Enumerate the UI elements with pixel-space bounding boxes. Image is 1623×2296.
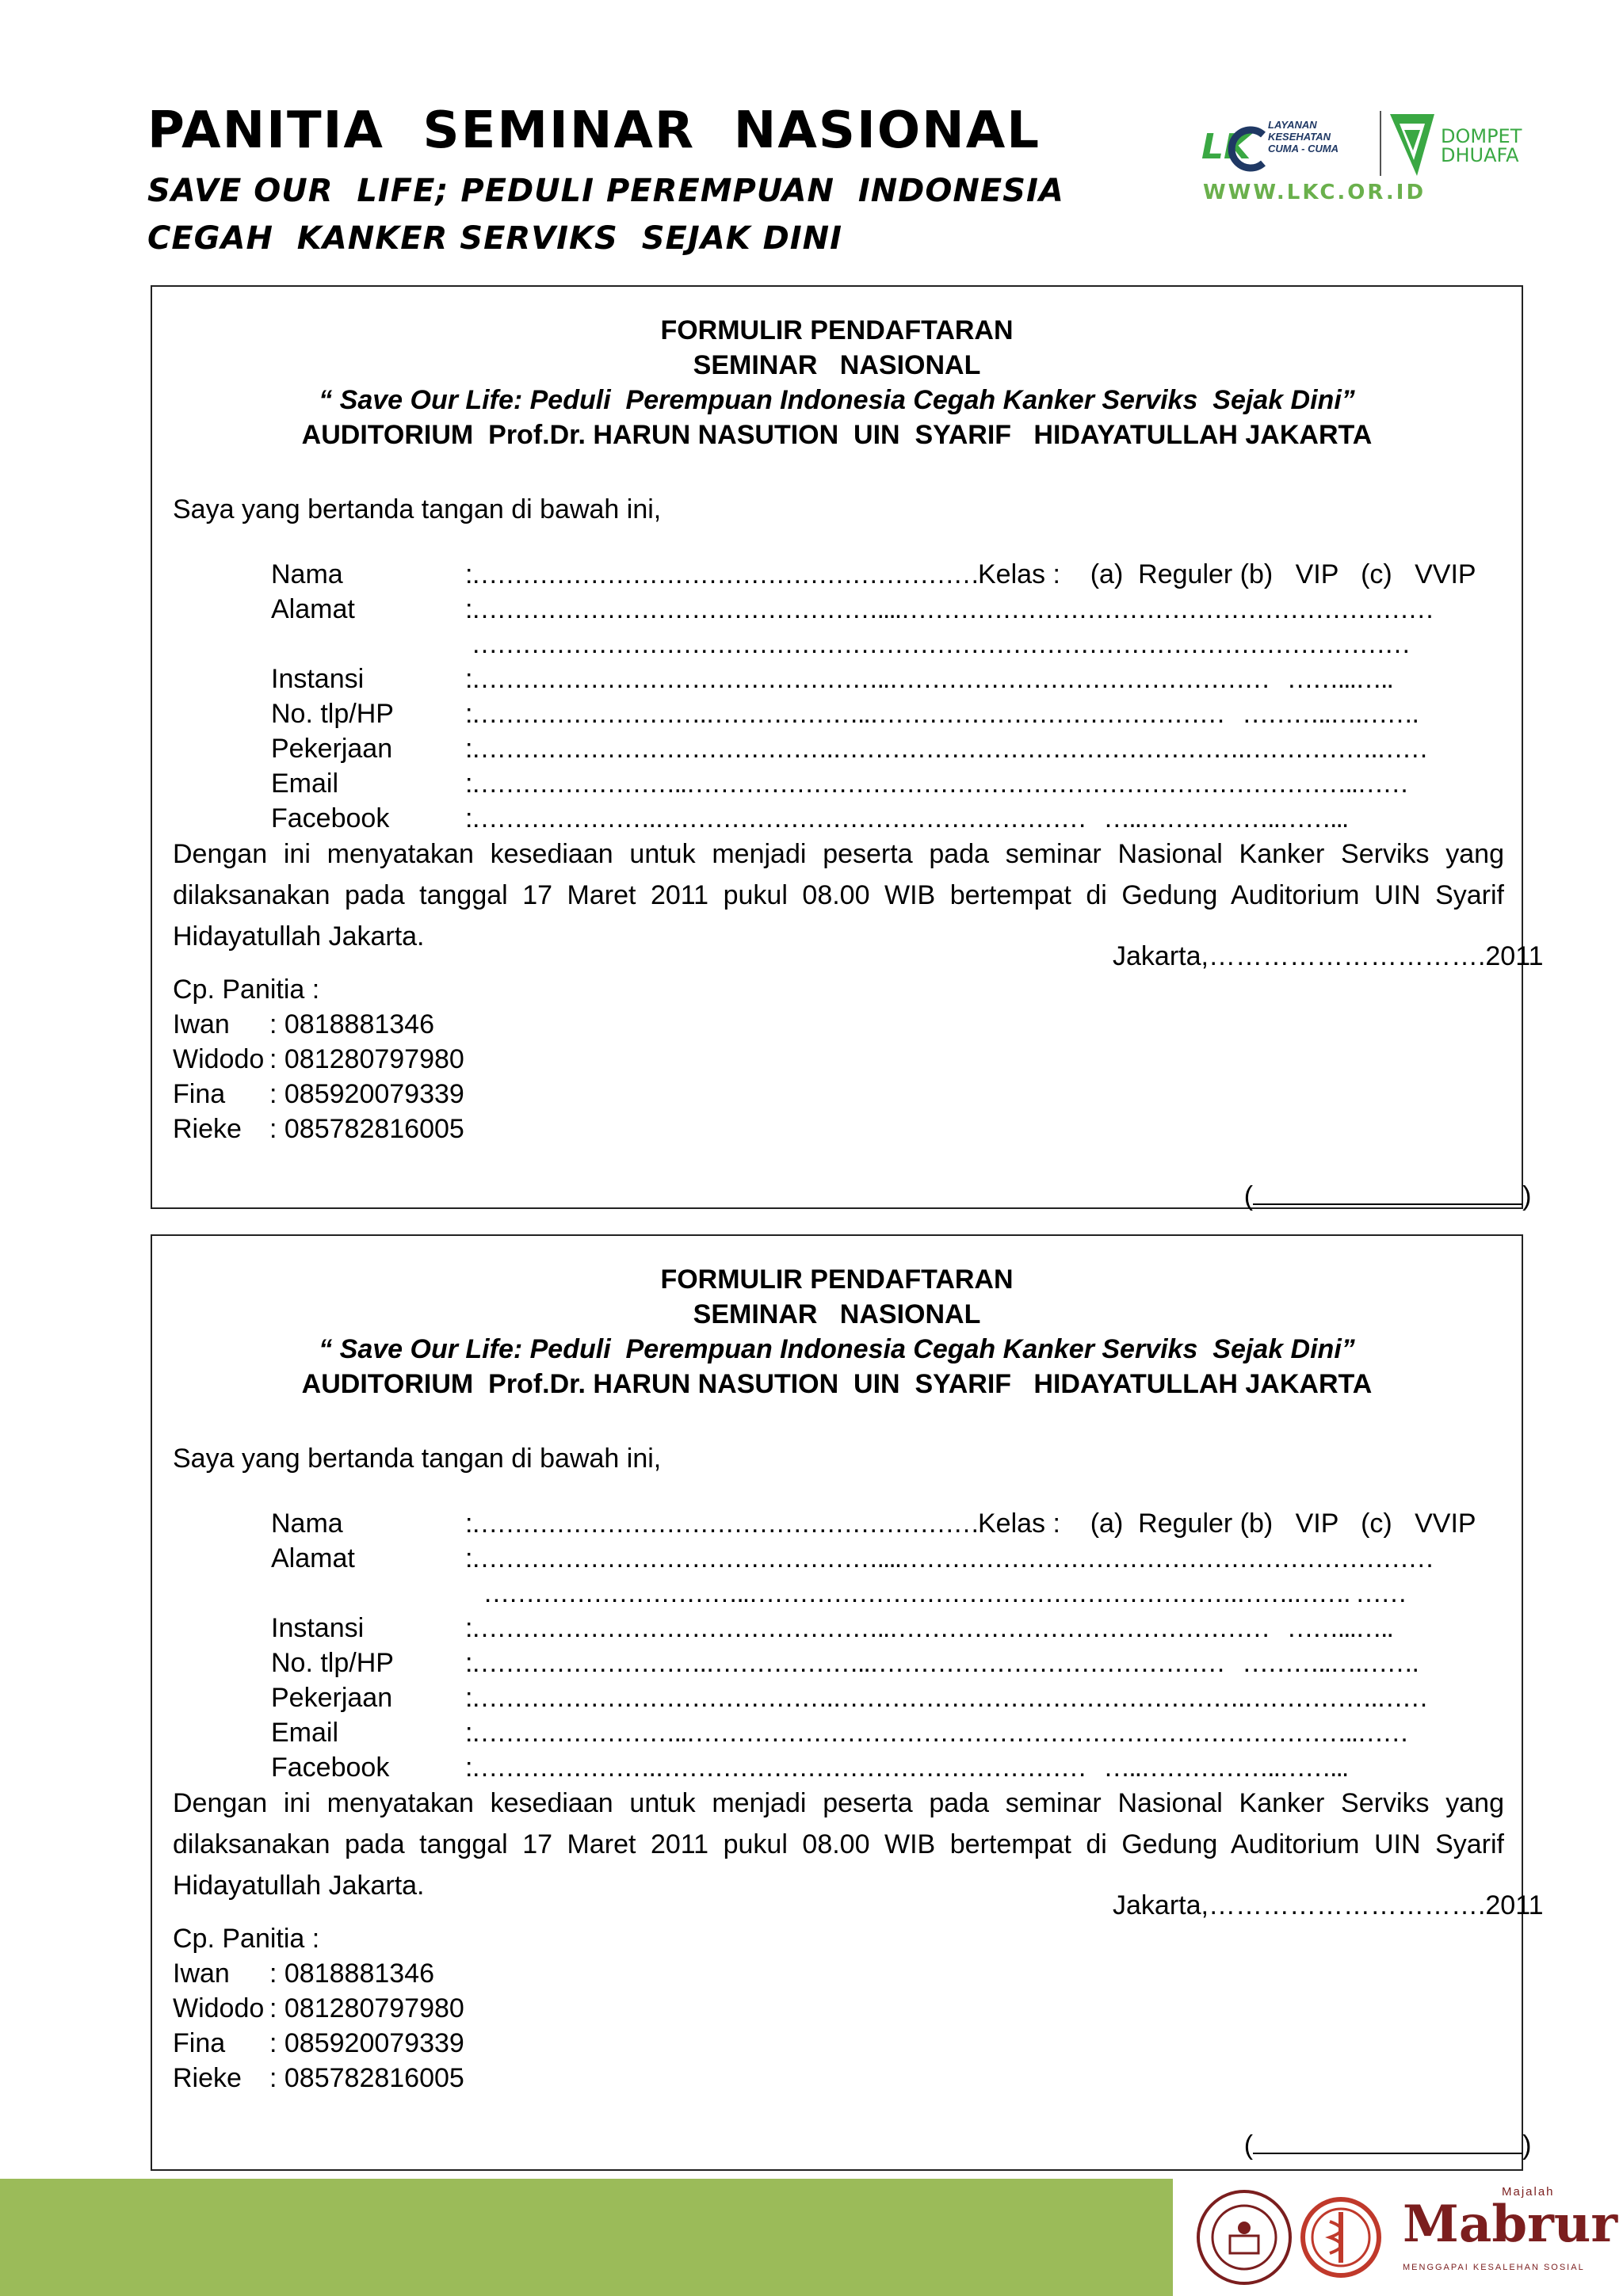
field-pekerjaan[interactable]: :…………………………………….………………………………………….…………….…… [465, 734, 1427, 764]
contact-phone: : 085920079339 [269, 2028, 464, 2058]
field-label-nama: Nama [271, 559, 343, 589]
kelas-options[interactable]: Kelas : (a) Reguler (b) VIP (c) VVIP [978, 1508, 1476, 1539]
cp-title: Cp. Panitia : [173, 974, 320, 1005]
field-label-facebook: Facebook [271, 1753, 390, 1783]
contact-name: Widodo [173, 1993, 265, 2023]
field-label-phone: No. tlp/HP [271, 699, 394, 729]
seminar-label: SEMINAR NASIONAL [693, 1299, 981, 1329]
footer-green-bar [0, 2179, 1173, 2296]
declaration-text: Dengan ini menyatakan kesediaan untuk menjadi peserta pada seminar Nasional Kanker Serviks yang dilaksanakan pada tanggal 17 Maret 2011 pukul 08.00 WIB bertempat di Gedung Auditorium UIN Syarif Hidayatullah Jakarta. [173, 1788, 1504, 1901]
contact-phone: : 0818881346 [269, 1958, 434, 1989]
contact-name: Fina [173, 1079, 226, 1109]
lkc-url: WWW.LKC.OR.ID [1203, 181, 1426, 204]
svg-text:LK: LK [1201, 127, 1251, 167]
dompet-dhuafa-text: DOMPET DHUAFA [1441, 125, 1522, 166]
field-label-email: Email [271, 1718, 339, 1748]
venue: AUDITORIUM Prof.Dr. HARUN NASUTION UIN SYARIF HIDAYATULLAH JAKARTA [301, 1369, 1373, 1399]
field-facebook[interactable]: :………………….…………………………………………… …..……………..……... [465, 1753, 1348, 1783]
field-label-email: Email [271, 769, 339, 799]
field-label-nama: Nama [271, 1508, 343, 1539]
field-email[interactable]: :……………………..……………………………………………………………………..…… [465, 1718, 1408, 1748]
field-instansi[interactable]: :…………………………………………..……………………………………… ……...….. [465, 664, 1392, 694]
contact-phone: : 085782816005 [269, 2063, 464, 2093]
mabrur-tagline: MENGGAPAI KESALEHAN SOSIAL [1403, 2263, 1585, 2272]
contact-name: Iwan [173, 1958, 230, 1989]
declaration-text: Dengan ini menyatakan kesediaan untuk menjadi peserta pada seminar Nasional Kanker Serviks yang dilaksanakan pada tanggal 17 Maret 2011 pukul 08.00 WIB bertempat di Gedung Auditorium UIN Syarif Hidayatullah Jakarta. [173, 839, 1504, 952]
registration-form-1 [151, 285, 1544, 1211]
subtitle-line-2: CEGAH KANKER SERVIKS SEJAK DINI [147, 220, 843, 257]
page-title: PANITIA SEMINAR NASIONAL [147, 101, 1041, 160]
field-label-alamat: Alamat [271, 1543, 355, 1573]
lkc-tagline: LAYANAN KESEHATAN CUMA - CUMA [1268, 119, 1339, 154]
field-facebook[interactable]: :………………….…………………………………………… …..……………..……... [465, 803, 1348, 833]
signature-line[interactable]: ( ) [1243, 1181, 1532, 1211]
contact-phone: : 085782816005 [269, 1114, 464, 1144]
contact-name: Rieke [173, 2063, 242, 2093]
registration-form-2 [151, 1234, 1544, 2171]
contact-name: Fina [173, 2028, 226, 2058]
mabrur-small-label: Majalah [1502, 2185, 1555, 2199]
seminar-theme: “ Save Our Life: Peduli Perempuan Indonesia Cegah Kanker Serviks Sejak Dini” [319, 1334, 1355, 1364]
cp-title: Cp. Panitia : [173, 1924, 320, 1954]
field-phone[interactable]: :……………………….………………..…………………………………… ………..….……. [465, 1648, 1418, 1678]
field-label-pekerjaan: Pekerjaan [271, 1683, 393, 1713]
uin-seal-icon [1198, 2191, 1290, 2283]
kelas-options[interactable]: Kelas : (a) Reguler (b) VIP (c) VVIP [978, 559, 1476, 589]
form-title: FORMULIR PENDAFTARAN [660, 315, 1014, 345]
form-title: FORMULIR PENDAFTARAN [660, 1264, 1014, 1295]
field-label-pekerjaan: Pekerjaan [271, 734, 393, 764]
mabrur-logo: Mabrur [1403, 2195, 1618, 2254]
field-pekerjaan[interactable]: :…………………………………….………………………………………….…………….…… [465, 1683, 1427, 1713]
field-alamat[interactable]: :…………………………………………....……………………………………………………… [465, 594, 1434, 624]
intro-text: Saya yang bertanda tangan di bawah ini, [173, 494, 662, 524]
field-instansi[interactable]: :…………………………………………..……………………………………… ……...….. [465, 1613, 1392, 1643]
contact-phone: : 085920079339 [269, 1079, 464, 1109]
field-alamat[interactable]: :…………………………………………....……………………………………………………… [465, 1543, 1434, 1573]
intro-text: Saya yang bertanda tangan di bawah ini, [173, 1444, 662, 1474]
field-email[interactable]: :……………………..……………………………………………………………………..…… [465, 769, 1408, 799]
contact-name: Rieke [173, 1114, 242, 1144]
contact-name: Widodo [173, 1044, 265, 1074]
venue: AUDITORIUM Prof.Dr. HARUN NASUTION UIN SYARIF HIDAYATULLAH JAKARTA [301, 420, 1373, 450]
field-nama[interactable]: :…………………………………………………… [465, 1508, 979, 1539]
field-phone[interactable]: :……………………….………………..…………………………………… ………..….……. [465, 699, 1418, 729]
field-alamat-line2[interactable]: ………………………………………………………………………………………………… [465, 629, 1410, 659]
contact-phone: : 0818881346 [269, 1009, 434, 1039]
contact-phone: : 081280797980 [269, 1993, 464, 2023]
health-emblem-icon [1303, 2199, 1379, 2275]
contact-phone: : 081280797980 [269, 1044, 464, 1074]
contact-name: Iwan [173, 1009, 230, 1039]
field-label-facebook: Facebook [271, 803, 390, 833]
field-label-instansi: Instansi [271, 664, 365, 694]
place-date[interactable]: Jakarta,………………………….2011 [1113, 941, 1544, 971]
place-date[interactable]: Jakarta,………………………….2011 [1113, 1890, 1544, 1920]
field-alamat-line2[interactable]: …………………………..………………………………………………….…….……. …… [465, 1578, 1407, 1608]
field-label-instansi: Instansi [271, 1613, 365, 1643]
seminar-label: SEMINAR NASIONAL [693, 350, 981, 380]
field-label-alamat: Alamat [271, 594, 355, 624]
signature-line[interactable]: ( ) [1243, 2130, 1532, 2161]
field-nama[interactable]: :…………………………………………………… [465, 559, 979, 589]
field-label-phone: No. tlp/HP [271, 1648, 394, 1678]
seminar-theme: “ Save Our Life: Peduli Perempuan Indonesia Cegah Kanker Serviks Sejak Dini” [319, 385, 1355, 415]
subtitle-line-1: SAVE OUR LIFE; PEDULI PEREMPUAN INDONESIA [147, 173, 1064, 209]
